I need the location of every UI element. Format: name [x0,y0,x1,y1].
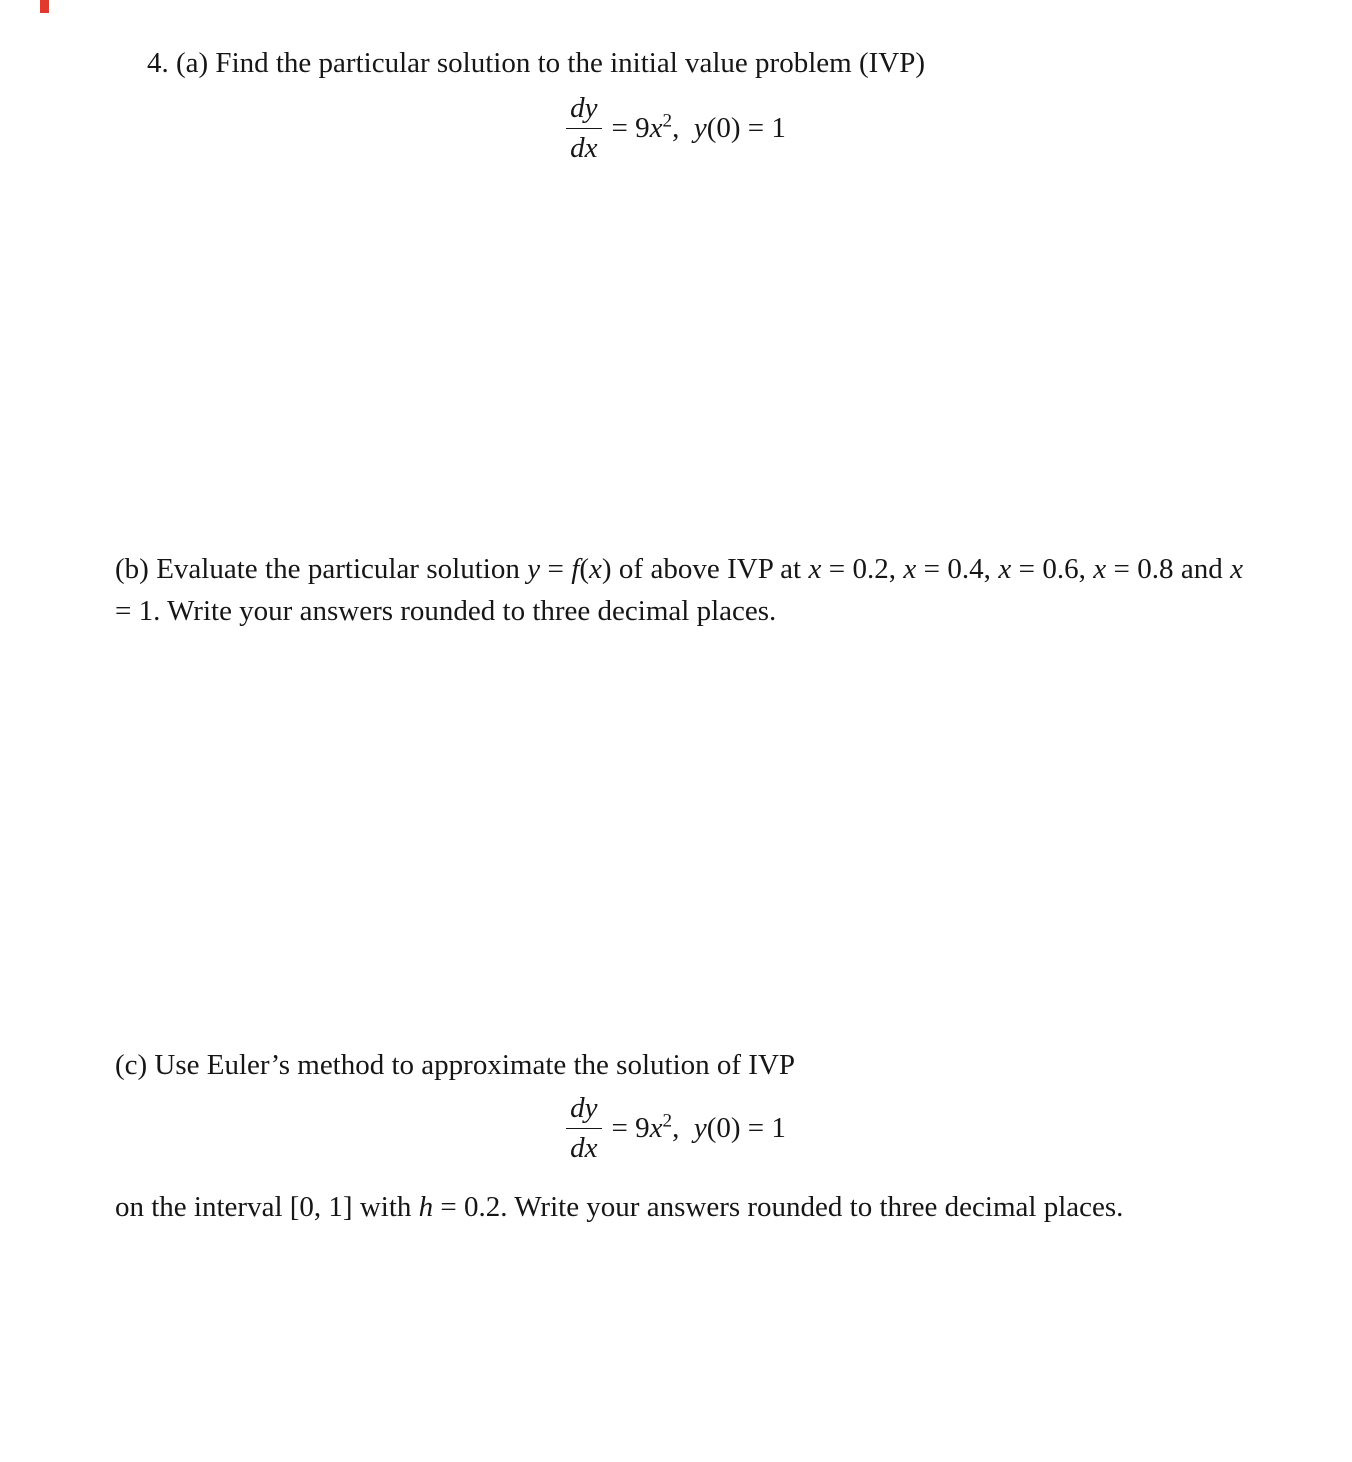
math-variable: x [1093,553,1107,585]
part-c-heading: (c) Use Euler’s method to approximate the solution of IVP [115,1049,796,1081]
text-segment: ) of above IVP at [601,553,809,585]
part-b-paragraph [115,548,1243,632]
text-segment: (0) = 1 [706,111,786,144]
fraction-dy-dx [566,1092,601,1165]
text-segment: = 1. Write your answers rounded to three decimal places. [115,595,777,627]
fraction-dy-dx [566,92,601,165]
math-variable: x [808,553,822,585]
part-c-paragraph [115,1186,1243,1228]
math-variable: x [649,111,663,144]
math-variable: y [527,553,541,585]
math-variable: x [903,553,917,585]
equation-rhs [612,112,786,145]
text-segment: = 9 [611,1111,650,1144]
text-segment: = [540,553,572,585]
text-segment: (0) = 1 [706,1111,786,1144]
math-variable: x [1230,553,1244,585]
math-variable: x [588,553,602,585]
math-variable: x [998,553,1012,585]
text-segment: 2 [662,110,673,132]
text-segment: , [672,111,694,144]
fraction-numerator: dy [566,1092,601,1129]
part-c-equation [0,1092,1352,1165]
text-segment: = 0.8 and [1106,553,1231,585]
text-segment: on the interval [0, 1] with [115,1191,419,1223]
text-segment: 2 [662,1110,673,1132]
fraction-denominator: dx [570,132,598,165]
text-segment: ( [579,553,589,585]
math-variable: h [418,1191,434,1223]
text-segment: (b) Evaluate the particular solution [115,553,528,585]
red-artifact-mark [40,0,49,13]
text-segment: = 0.6, [1011,553,1094,585]
text-segment: , [672,1111,694,1144]
text-segment: = 9 [611,111,650,144]
fraction-denominator: dx [570,1132,598,1165]
text-segment: = 0.2, [821,553,904,585]
equation-rhs [612,1112,786,1145]
math-variable: y [693,111,707,144]
math-variable: x [649,1111,663,1144]
text-segment: = 0.2. Write your answers rounded to three decimal places. [433,1191,1124,1223]
math-variable: y [693,1111,707,1144]
part-a-heading: 4. (a) Find the particular solution to the initial value problem (IVP) [147,47,925,79]
text-segment: = 0.4, [916,553,999,585]
part-a-equation [0,92,1352,165]
math-variable: f [571,553,580,585]
fraction-numerator: dy [566,92,601,129]
